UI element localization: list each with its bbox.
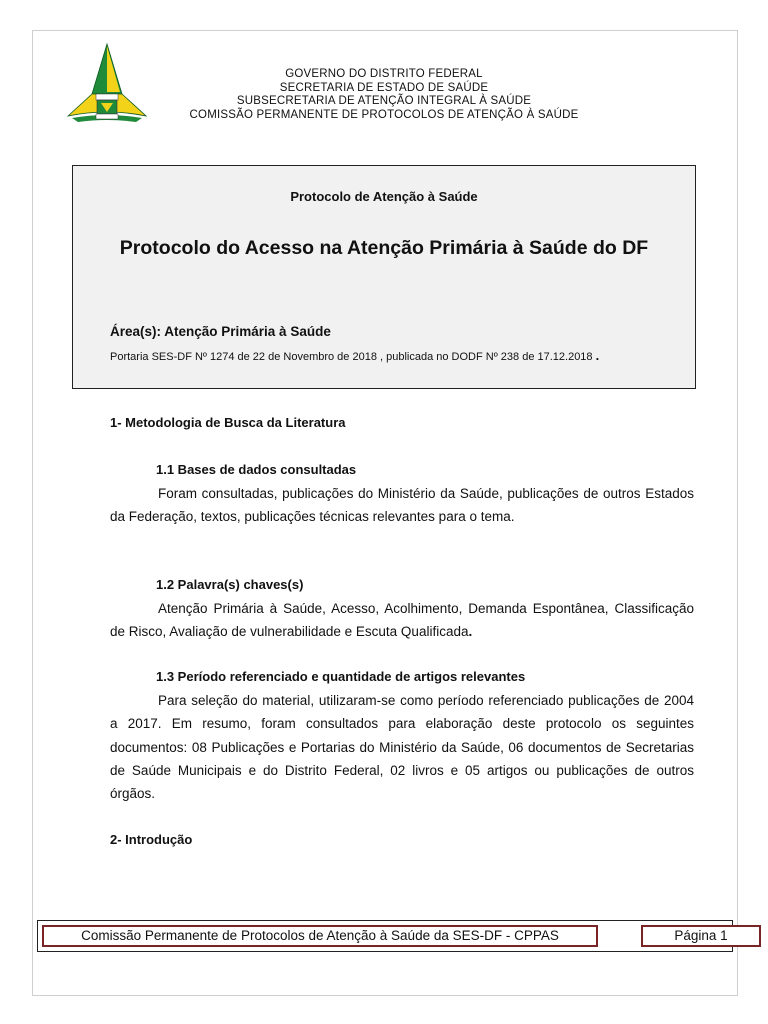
header-line-secretaria: SECRETARIA DE ESTADO DE SAÚDE — [279, 81, 489, 94]
section-1-2-paragraph — [110, 597, 694, 644]
footer-page-number: Página 1 — [643, 927, 759, 945]
section-2-heading: 2- Introdução — [110, 832, 193, 847]
institution-header — [0, 68, 768, 122]
header-line-governo: GOVERNO DO DISTRITO FEDERAL — [285, 68, 483, 80]
section-1-2-text: Atenção Primária à Saúde, Acesso, Acolhimento, Demanda Espontânea, Classificação de Risco, Avaliação de vulnerabilidade e Escuta Qualificada — [110, 601, 694, 640]
section-1-heading: 1- Metodologia de Busca da Literatura — [110, 415, 346, 430]
protocol-subtitle: Protocolo de Atenção à Saúde — [290, 189, 478, 204]
section-1-3-heading: 1.3 Período referenciado e quantidade de artigos relevantes — [156, 669, 526, 684]
protocol-title-box — [72, 165, 696, 389]
protocol-portaria — [110, 348, 599, 363]
header-line-comissao: COMISSÃO PERMANENTE DE PROTOCOLOS DE ATENÇÃO À SAÚDE — [189, 108, 579, 121]
section-1-2-heading: 1.2 Palavra(s) chaves(s) — [156, 577, 304, 592]
footer-committee-text: Comissão Permanente de Protocolos de Atenção à Saúde da SES-DF - CPPAS — [44, 927, 596, 945]
portaria-end: . — [595, 348, 600, 363]
footer-committee-frame — [42, 925, 598, 947]
section-1-1-text: Foram consultadas, publicações do Ministério da Saúde, publicações de outros Estados da Federação, textos, publicações técnicas relevantes para o tema. — [110, 486, 694, 525]
section-1-1-heading: 1.1 Bases de dados consultadas — [156, 462, 357, 477]
protocol-area: Área(s): Atenção Primária à Saúde — [110, 324, 331, 339]
section-1-2-end: . — [468, 624, 473, 640]
header-line-subsecretaria: SUBSECRETARIA DE ATENÇÃO INTEGRAL À SAÚDE — [236, 95, 532, 107]
protocol-title: Protocolo do Acesso na Atenção Primária à Saúde do DF — [119, 237, 649, 259]
portaria-text: Portaria SES-DF Nº 1274 de 22 de Novembro de 2018 , publicada no DODF Nº 238 de 17.12.2018 — [110, 351, 593, 363]
section-1-3-text: Para seleção do material, utilizaram-se como período referenciado publicações de 2004 a 2017. Em resumo, foram consultados para elaboração deste protocolo os seguintes documentos: 08 Publicações e Portarias do Ministério da Saúde, 06 documentos de Secretarias de Saúde Municipais e do Distrito Federal, 02 livros e 05 artigos ou publicações de outros órgãos. — [110, 693, 694, 802]
page-footer — [37, 920, 733, 952]
footer-page-frame — [641, 925, 761, 947]
